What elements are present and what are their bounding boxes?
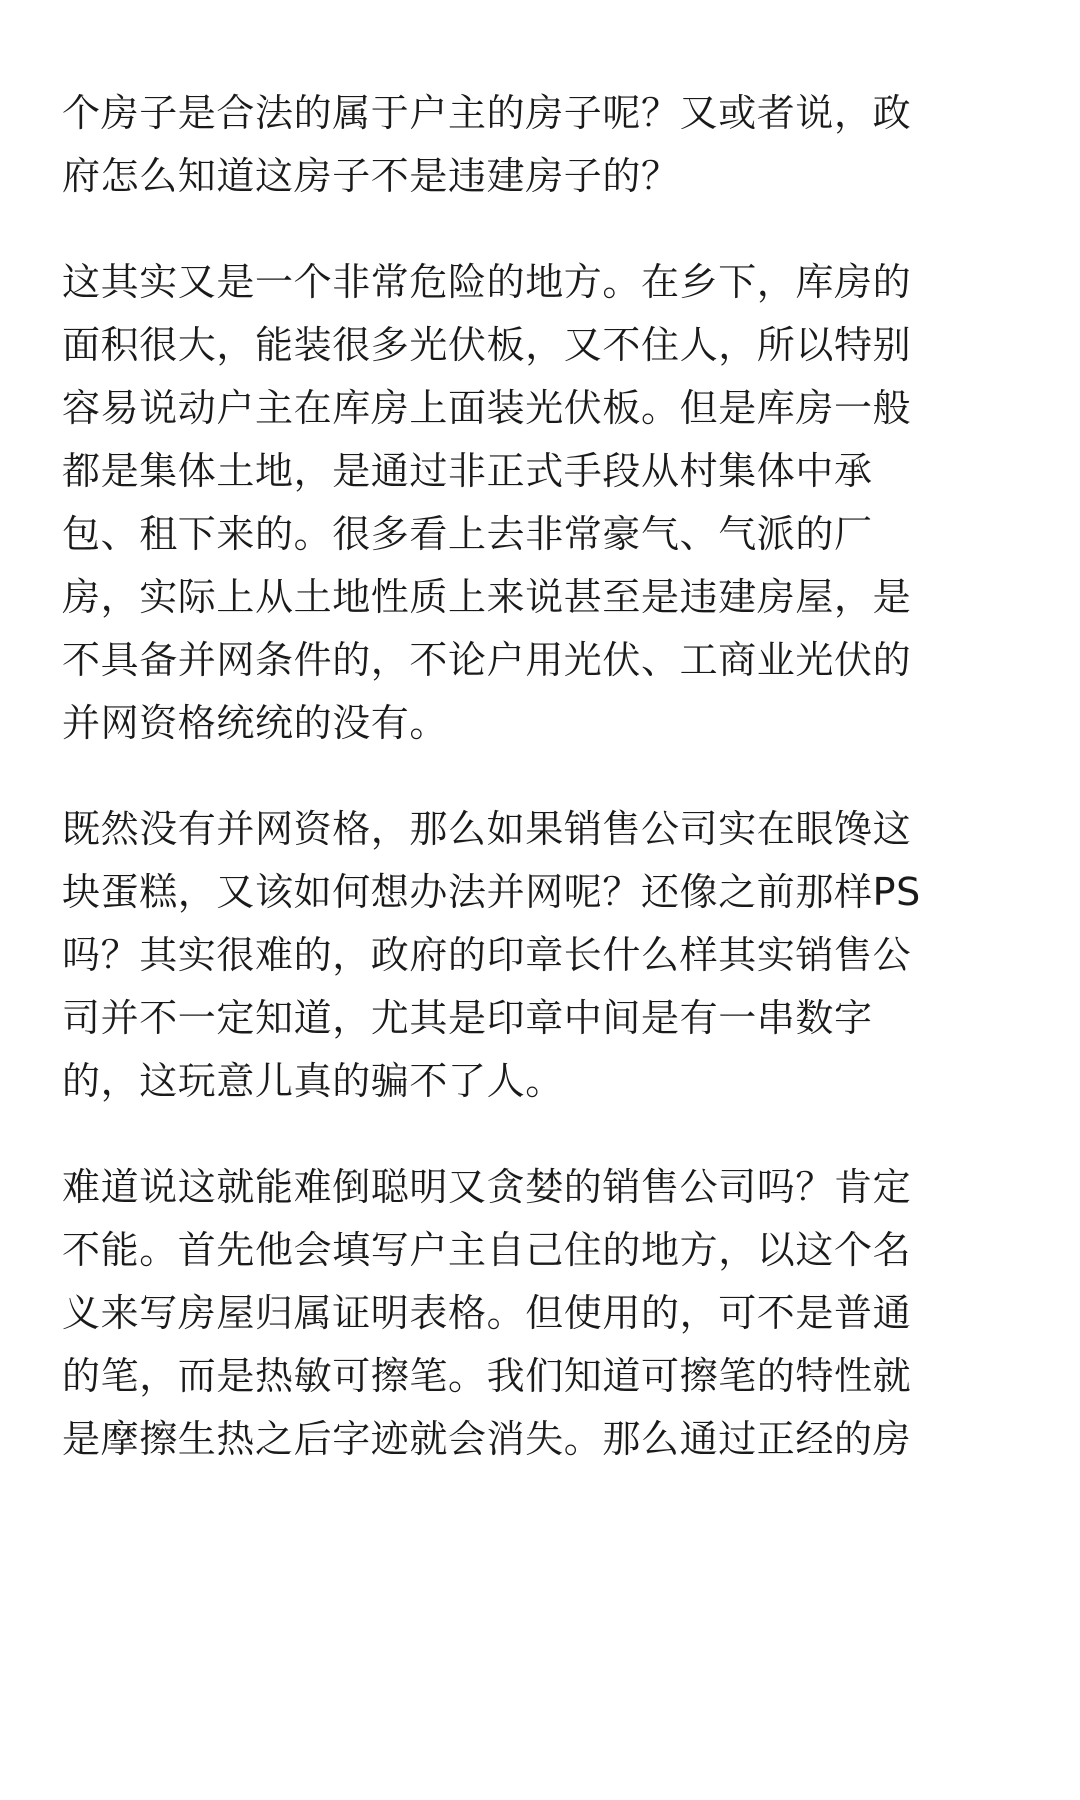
text-line: 府怎么知道这房子不是违建房子的？ (62, 154, 680, 198)
text-line: 既然没有并网资格，那么如果销售公司实在眼馋这 (62, 807, 912, 851)
text-line: 义来写房屋归属证明表格。但使用的，可不是普通 (62, 1291, 912, 1335)
text-line: 的笔，而是热敏可擦笔。我们知道可擦笔的特性就 (62, 1354, 912, 1398)
text-line: 这其实又是一个非常危险的地方。在乡下，库房的 (62, 260, 912, 304)
text-line: 不具备并网条件的，不论户用光伏、工商业光伏的 (62, 638, 912, 682)
paragraph-1 (62, 82, 1026, 208)
paragraph-2 (62, 251, 1026, 755)
text-line: 吗？其实很难的，政府的印章长什么样其实销售公 (62, 933, 912, 977)
text-line: 面积很大，能装很多光伏板，又不住人，所以特别 (62, 323, 912, 367)
text-line: 是摩擦生热之后字迹就会消失。那么通过正经的房 (62, 1417, 912, 1461)
text-line: 并网资格统统的没有。 (62, 701, 449, 745)
text-line: 司并不一定知道，尤其是印章中间是有一串数字 (62, 996, 873, 1040)
text-line: 不能。首先他会填写户主自己住的地方，以这个名 (62, 1228, 912, 1272)
paragraph-4 (62, 1156, 1026, 1471)
text-line: 容易说动户主在库房上面装光伏板。但是库房一般 (62, 386, 912, 430)
paragraph-3 (62, 798, 1026, 1113)
text-line: 块蛋糕，又该如何想办法并网呢？还像之前那样PS (62, 870, 921, 914)
text-line: 个房子是合法的属于户主的房子呢？又或者说，政 (62, 91, 912, 135)
text-line: 难道说这就能难倒聪明又贪婪的销售公司吗？肯定 (62, 1165, 912, 1209)
text-line: 都是集体土地，是通过非正式手段从村集体中承 (62, 449, 873, 493)
text-line: 房，实际上从土地性质上来说甚至是违建房屋，是 (62, 575, 912, 619)
text-line: 包、租下来的。很多看上去非常豪气、气派的厂 (62, 512, 873, 556)
text-line: 的，这玩意儿真的骗不了人。 (62, 1059, 564, 1103)
article-body (62, 82, 1026, 1514)
